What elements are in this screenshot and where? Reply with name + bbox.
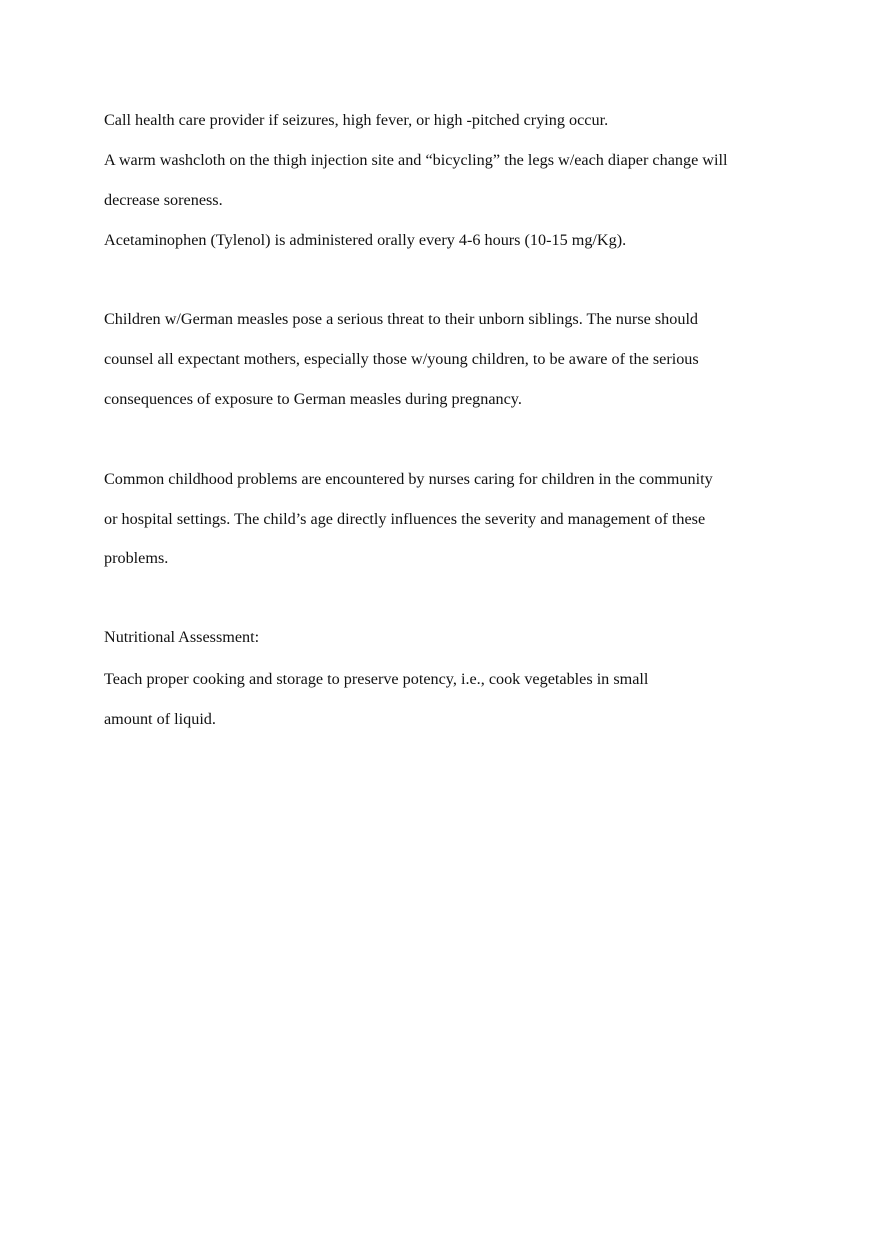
text-line: counsel all expectant mothers, especially those w/young children, to be aware of the serious <box>104 350 699 368</box>
text-line: Common childhood problems are encountered by nurses caring for children in the community <box>104 470 713 488</box>
text-line: or hospital settings. The child’s age directly influences the severity and management of these <box>104 510 706 528</box>
text-line: Children w/German measles pose a serious threat to their unborn siblings. The nurse should <box>104 310 699 328</box>
text-line: problems. <box>104 549 169 567</box>
text-line: amount of liquid. <box>104 710 216 728</box>
text-line: decrease soreness. <box>104 191 223 209</box>
text-line: Teach proper cooking and storage to preserve potency, i.e., cook vegetables in small <box>104 670 649 688</box>
text-line: consequences of exposure to German measles during pregnancy. <box>104 390 522 408</box>
text-line: Acetaminophen (Tylenol) is administered orally every 4-6 hours (10-15 mg/Kg). <box>104 231 627 249</box>
text-line: A warm washcloth on the thigh injection site and “bicycling” the legs w/each diaper change will <box>104 151 728 169</box>
text-line: Call health care provider if seizures, high fever, or high -pitched crying occur. <box>104 111 609 129</box>
section-heading: Nutritional Assessment: <box>104 628 260 646</box>
